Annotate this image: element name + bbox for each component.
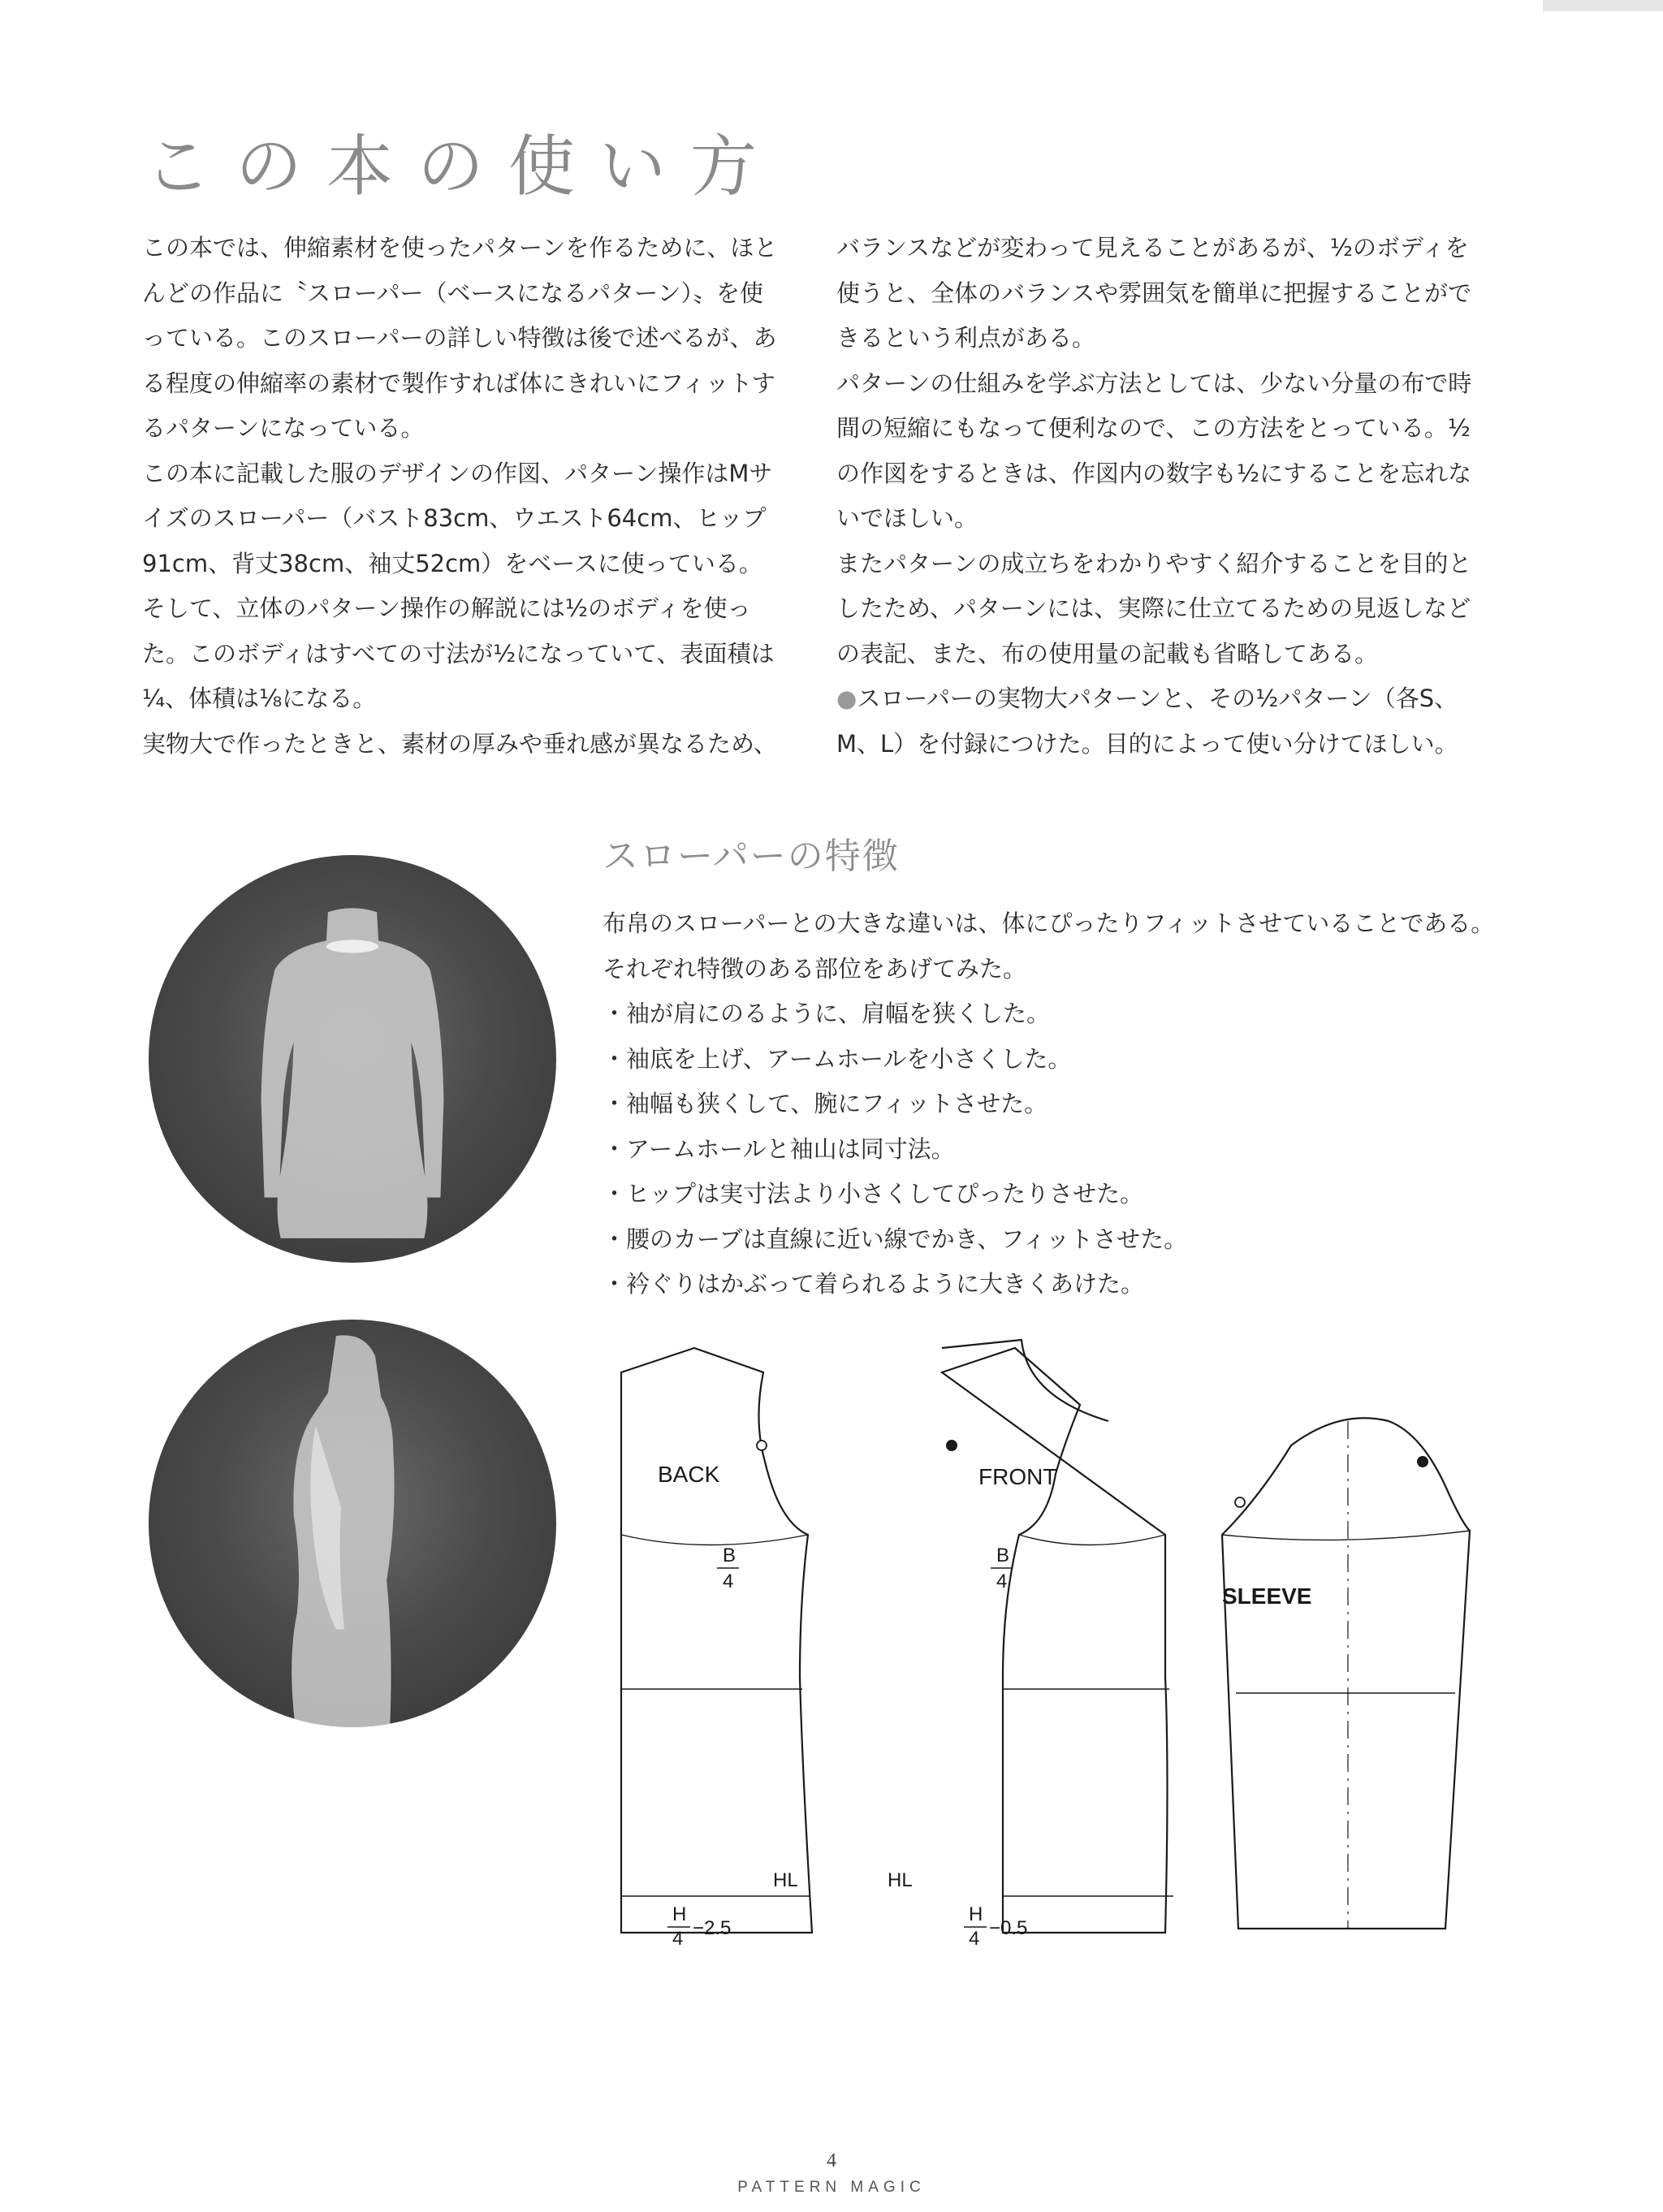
feature-item: ・ 袖底を上げ、アームホールを小さくした。	[603, 1037, 1496, 1082]
book-title-footer: PATTERN MAGIC	[737, 2179, 926, 2196]
intro-paragraph: この本に記載した服のデザインの作図、パターン操作はMサイズのスローパー（バスト83cm、ウエスト64cm、ヒップ91cm、背丈38cm、袖丈52cm）をベースに使っている。そして、立体のパターン操作の解説には½のボディを使った。このボディはすべての寸法が½になっていて、表面積は¼、体積は⅛になる。	[142, 459, 775, 712]
back-label: BACK	[658, 1462, 720, 1487]
intro-paragraph: この本では、伸縮素材を使ったパターンを作るために、ほとんどの作品に〝スローパー（ベースになるパターン）〟を使っている。このスローパーの詳しい特徴は後で述べるが、ある程度の伸縮率の素材で製作すれば体にきれいにフィットするパターンになっている。	[142, 234, 778, 442]
sleeve-label: SLEEVE	[1222, 1583, 1312, 1609]
slope-features	[603, 901, 1496, 1307]
notch-filled-icon	[1417, 1456, 1428, 1467]
intro-paragraph: バランスなどが変わって見えることがあるが、½のボディを使うと、全体のバランスや雰囲気を簡単に把握することができるという利点がある。	[836, 234, 1472, 352]
feature-item: ・ 袖幅も狭くして、腕にフィットさせた。	[603, 1082, 1496, 1127]
back-hip-adjust: −2.5	[693, 1917, 732, 1939]
feature-item: ・ 衿ぐりはかぶって着られるように大きくあけた。	[603, 1262, 1496, 1307]
front-bust-denominator: 4	[996, 1570, 1008, 1592]
dress-form-front-photo	[149, 855, 556, 1263]
feature-list	[603, 992, 1496, 1307]
feature-item: ・ アームホールと袖山は同寸法。	[603, 1127, 1496, 1173]
notch-filled-icon	[946, 1440, 957, 1451]
intro-right-column	[836, 226, 1478, 767]
dress-form-side-photo	[149, 1320, 556, 1727]
notch-open-icon	[757, 1441, 767, 1450]
back-hip-numerator: H	[672, 1903, 687, 1925]
appendix-note	[836, 676, 1478, 767]
feature-item: ・ 腰のカーブは直線に近い線でかき、フィットさせた。	[603, 1217, 1496, 1263]
front-hip-adjust: −0.5	[989, 1917, 1028, 1939]
front-hip-denominator: 4	[969, 1928, 980, 1949]
front-hip-numerator: H	[969, 1903, 983, 1925]
bullet-dot-icon: ●	[836, 685, 857, 712]
intro-paragraph: またパターンの成立ちをわかりやすく紹介することを目的としたため、パターンには、実際に仕立てるための見返しなどの表記、また、布の使用量の記載も省略してある。	[836, 549, 1472, 667]
corner-mark	[1543, 0, 1663, 11]
appendix-note-text: スローパーの実物大パターンと、その½パターン（各S、M、L）を付録につけた。目的によって使い分けてほしい。	[836, 685, 1458, 758]
back-bust-numerator: B	[723, 1545, 736, 1566]
intro-left-column	[142, 226, 784, 767]
front-hip-line-label: HL	[888, 1869, 913, 1891]
back-hip-line-label: HL	[773, 1869, 798, 1891]
section-title: スローパーの特徴	[603, 836, 900, 877]
feature-item: ・ ヒップは実寸法より小さくしてぴったりさせた。	[603, 1172, 1496, 1217]
back-bust-denominator: 4	[723, 1570, 734, 1592]
feature-item: ・ 袖が肩にのるように、肩幅を狭くした。	[603, 992, 1496, 1037]
notch-open-icon	[1235, 1497, 1245, 1507]
page-number: 4	[827, 2150, 836, 2171]
sloper-pattern-diagram	[601, 1332, 1486, 1949]
front-bust-numerator: B	[996, 1545, 1010, 1566]
intro-paragraph: 実物大で作ったときと、素材の厚みや垂れ感が異なるため、	[142, 729, 777, 758]
back-hip-denominator: 4	[672, 1928, 684, 1949]
intro-paragraph: パターンの仕組みを学ぶ方法としては、少ない分量の布で時間の短縮にもなって便利なので、この方法をとっている。½の作図をするときは、作図内の数字も½にすることを忘れないでほしい。	[836, 369, 1472, 532]
front-label: FRONT	[978, 1464, 1057, 1489]
page-title: この本の使い方	[145, 128, 782, 205]
section-intro: 布帛のスローパーとの大きな違いは、体にぴったりフィットさせていることである。それぞれ特徴のある部位をあげてみた。	[603, 909, 1495, 983]
